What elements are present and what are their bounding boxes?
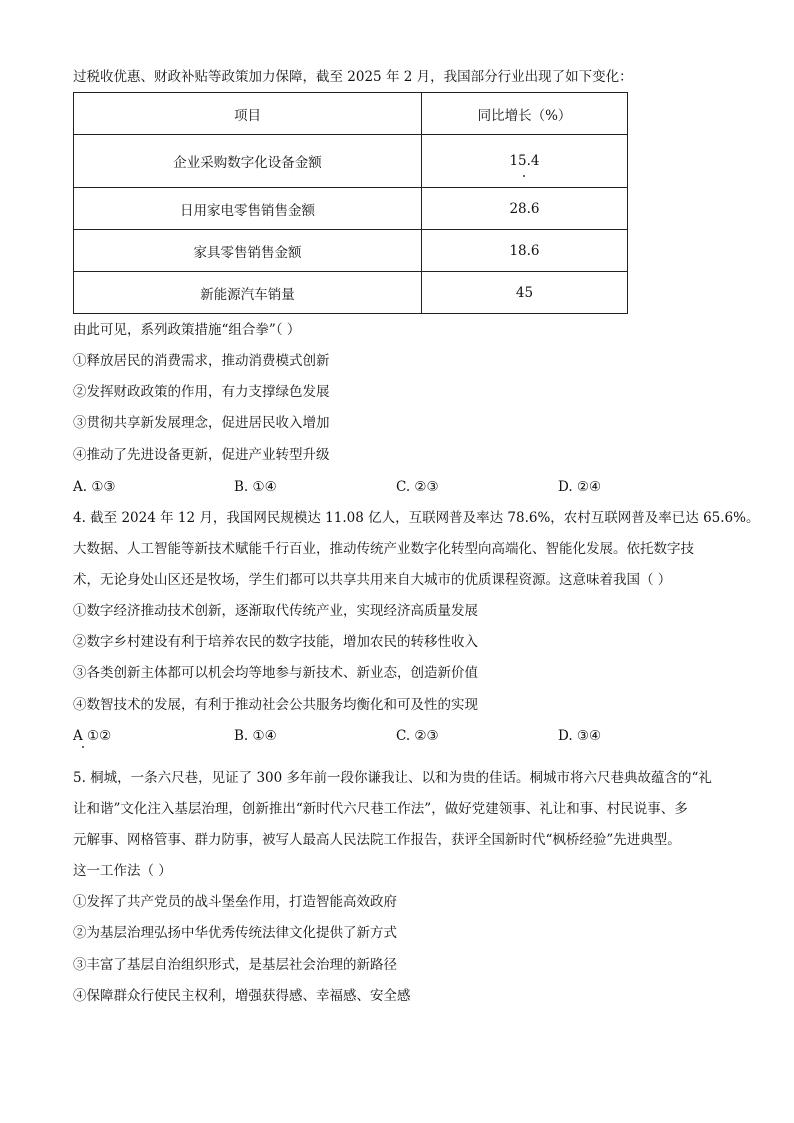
table-cell-item: 企业采购数字化设备金额 <box>74 135 422 188</box>
q5-statement-3: ③丰富了基层自治组织形式，是基层社会治理的新路径 <box>73 957 397 973</box>
table-row <box>74 135 628 188</box>
q5-statement-4: ④保障群众行使民主权利，增强获得感、幸福感、安全感 <box>73 988 411 1004</box>
table-cell-value: 28.6 <box>421 188 627 230</box>
table-cell-value: 45 <box>421 272 627 314</box>
table-row <box>74 272 628 314</box>
q3-options <box>73 478 633 496</box>
intro-text: 过税收优惠、财政补贴等政策加力保障，截至 2025 年 2 月，我国部分行业出现了如下变化： <box>73 69 633 85</box>
q4-stem-line-2: 大数据、人工智能等新技术赋能千行百业，推动传统产业数字化转型向高端化、智能化发展。依托数字技 <box>73 541 694 557</box>
q5-stem-line-2: 让和谐”文化注入基层治理，创新推出“新时代六尺巷工作法”，做好党建领事、礼让和事、村民说事、多 <box>73 801 688 817</box>
q4-statement-2: ②数字乡村建设有利于培养农民的数字技能，增加农民的转移性收入 <box>73 634 478 650</box>
q4-stem-line-3: 术，无论身处山区还是牧场，学生们都可以共享共用来自大城市的优质课程资源。这意味着我国（ ） <box>73 572 672 588</box>
table-row <box>74 188 628 230</box>
table-header-growth: 同比增长（%） <box>421 93 627 135</box>
table-header-item: 项目 <box>74 93 422 135</box>
q3-statement-1: ①释放居民的消费需求，推动消费模式创新 <box>73 353 330 369</box>
q4-stem-line-1: 4. 截至 2024 年 12 月，我国网民规模达 11.08 亿人，互联网普及率达 78.6%，农村互联网普及率已达 65.6%。 <box>73 510 760 526</box>
q5-statement-2: ②为基层治理弘扬中华优秀传统法律文化提供了新方式 <box>73 925 397 941</box>
q4-option-a[interactable]: A ①② <box>73 728 112 744</box>
q3-option-c[interactable]: C. ②③ <box>396 479 439 495</box>
q3-option-a[interactable]: A. ①③ <box>73 479 116 495</box>
q4-statement-3: ③各类创新主体都可以机会均等地参与新技术、新业态，创造新价值 <box>73 665 478 681</box>
q3-option-b[interactable]: B. ①④ <box>234 479 277 495</box>
q3-statement-3: ③贯彻共享新发展理念，促进居民收入增加 <box>73 415 330 431</box>
q5-stem-line-3: 元解事、网格管事、群力防事，被写人最高人民法院工作报告，获评全国新时代“枫桥经验”先进典型。 <box>73 832 681 848</box>
table-cell-item: 日用家电零售销售金额 <box>74 188 422 230</box>
table-cell-item: 新能源汽车销量 <box>74 272 422 314</box>
q4-statement-4: ④数智技术的发展，有利于推动社会公共服务均衡化和可及性的实现 <box>73 697 478 713</box>
q3-statement-2: ②发挥财政政策的作用，有力支撑绿色发展 <box>73 384 330 400</box>
q5-statement-1: ①发挥了共产党员的战斗堡垒作用，打造智能高效政府 <box>73 894 397 910</box>
q3-statement-4: ④推动了先进设备更新，促进产业转型升级 <box>73 447 330 463</box>
table-row <box>74 230 628 272</box>
q5-stem-line-4: 这一工作法（ ） <box>73 863 172 879</box>
q4-statement-1: ①数字经济推动技术创新，逐渐取代传统产业，实现经济高质量发展 <box>73 603 478 619</box>
table-cell-value: 18.6 <box>421 230 627 272</box>
q4-options <box>73 727 633 745</box>
table-cell-value-text: 15.4 <box>509 153 540 169</box>
q5-stem-line-1: 5. 桐城，一条六尺巷，见证了 300 多年前一段你谦我让、以和为贵的佳话。桐城市将六尺巷典故蕴含的“礼 <box>73 770 712 786</box>
table-cell-item: 家具零售销售金额 <box>74 230 422 272</box>
q3-stem: 由此可见，系列政策措施“组合拳”（ ） <box>73 322 301 338</box>
q4-option-b[interactable]: B. ①④ <box>234 728 277 744</box>
q3-option-d[interactable]: D. ②④ <box>558 479 602 495</box>
q4-option-d[interactable]: D. ③④ <box>558 728 602 744</box>
table-header-row <box>74 93 628 135</box>
table-cell-value <box>421 135 627 188</box>
q4-option-c[interactable]: C. ②③ <box>396 728 439 744</box>
growth-table <box>73 92 628 314</box>
